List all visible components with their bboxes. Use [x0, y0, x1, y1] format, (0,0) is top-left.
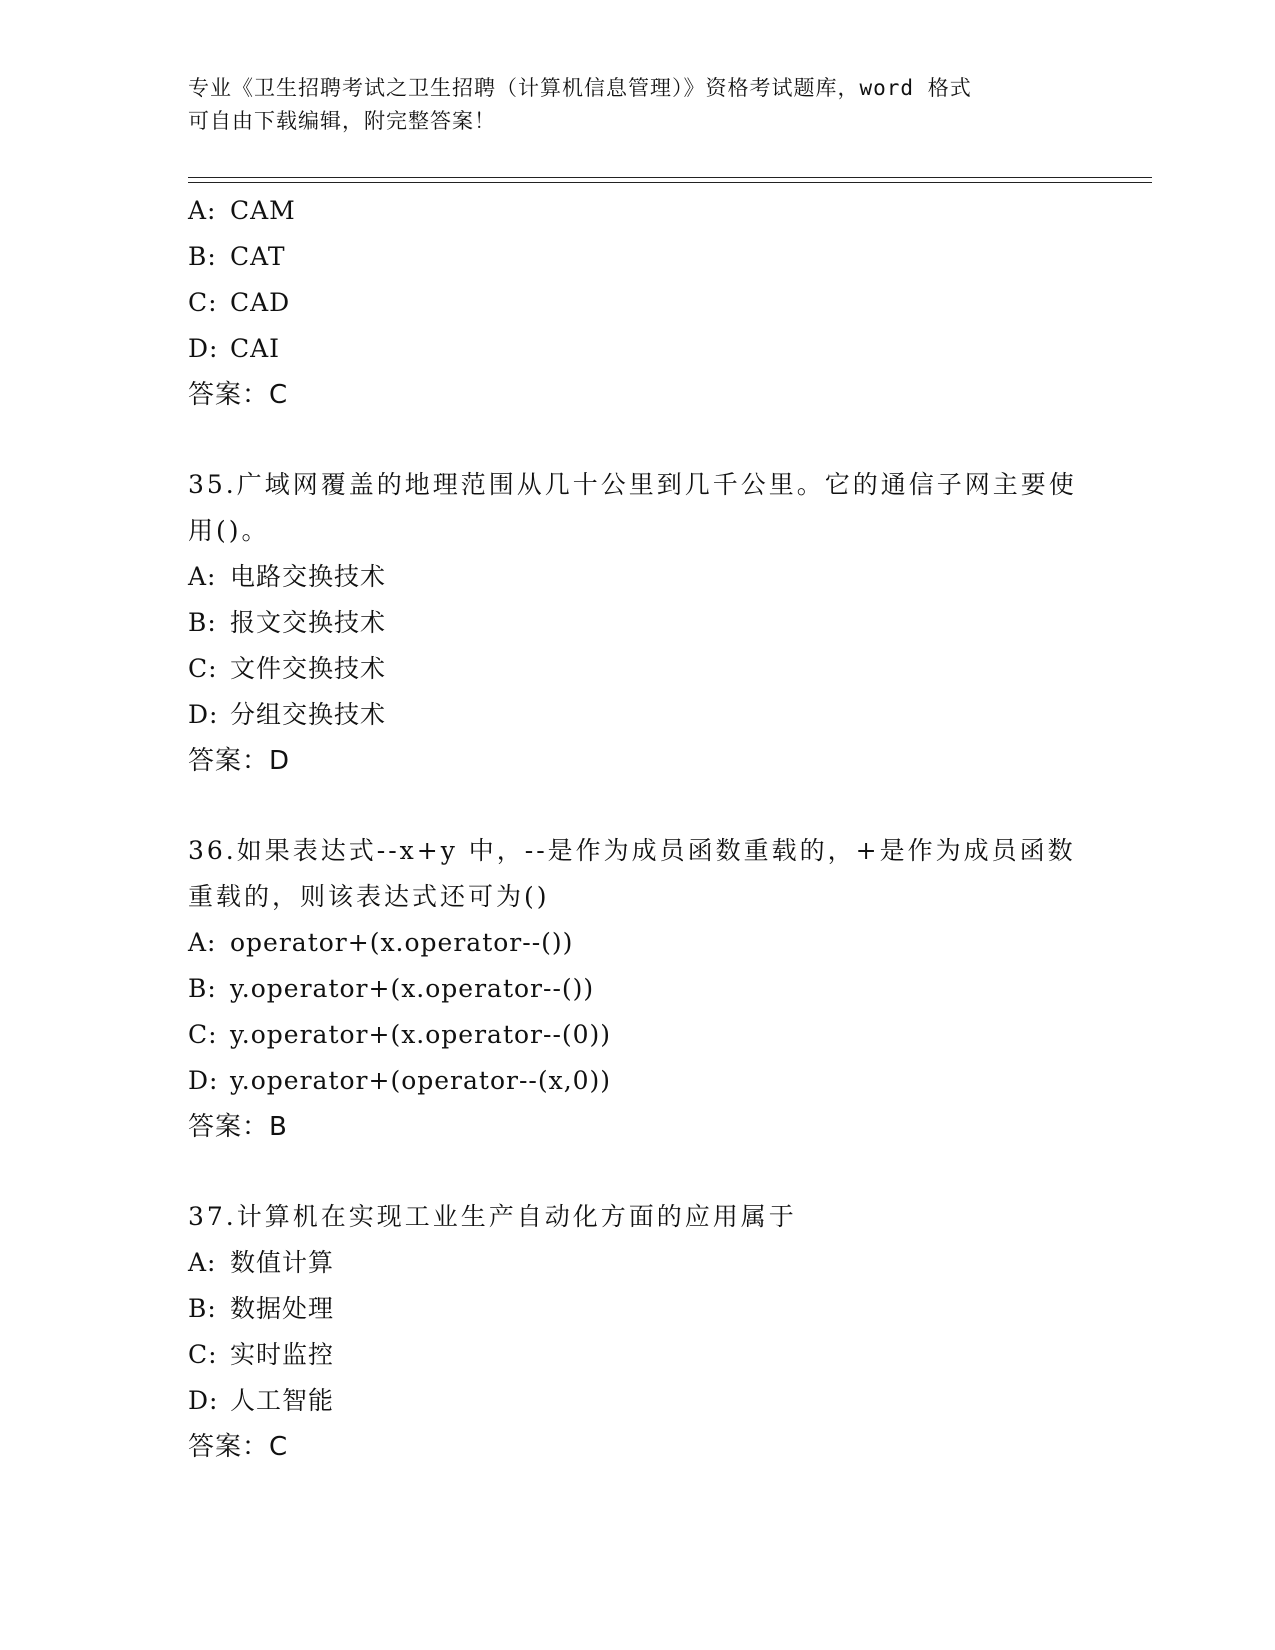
option-label: B:	[188, 242, 217, 271]
option-d	[188, 1058, 1128, 1104]
option-b	[188, 966, 1128, 1012]
option-a	[188, 554, 1128, 600]
document-header	[188, 72, 1068, 138]
option-text: CAM	[230, 196, 296, 225]
question-block	[188, 1194, 1128, 1470]
option-label: A:	[188, 562, 217, 591]
option-text: CAI	[230, 334, 281, 363]
header-line-1: 专业《卫生招聘考试之卫生招聘（计算机信息管理）》资格考试题库，word 格式	[188, 76, 972, 100]
option-d	[188, 1378, 1128, 1424]
option-label: B:	[188, 974, 217, 1003]
option-a	[188, 1240, 1128, 1286]
answer-line: 答案：B	[188, 1112, 288, 1142]
question-text: 36.如果表达式--x+y 中，--是作为成员函数重载的，+是作为成员函数重载的，则该表达式还可为()	[188, 836, 1076, 911]
option-d	[188, 326, 1128, 372]
header-divider-top	[188, 177, 1152, 178]
answer-line: 答案：D	[188, 746, 291, 776]
option-text: 数据处理	[230, 1294, 335, 1323]
question-list	[188, 188, 1128, 1470]
option-label: C:	[188, 1020, 218, 1049]
option-b	[188, 234, 1128, 280]
option-a	[188, 920, 1128, 966]
option-text: y.operator+(x.operator--(0))	[230, 1020, 612, 1049]
question-block	[188, 188, 1128, 418]
option-text: y.operator+(operator--(x,0))	[230, 1066, 612, 1095]
option-label: C:	[188, 654, 218, 683]
option-label: C:	[188, 1340, 218, 1369]
question-block	[188, 462, 1128, 784]
option-label: D:	[188, 700, 219, 729]
answer-line: 答案：C	[188, 1432, 289, 1462]
question-block	[188, 828, 1128, 1150]
option-text: 文件交换技术	[230, 654, 387, 683]
option-text: CAD	[230, 288, 291, 317]
option-text: 报文交换技术	[230, 608, 387, 637]
option-label: D:	[188, 1066, 219, 1095]
option-label: A:	[188, 1248, 217, 1277]
question-text: 37.计算机在实现工业生产自动化方面的应用属于	[188, 1202, 797, 1231]
option-label: A:	[188, 928, 217, 957]
option-text: 电路交换技术	[230, 562, 387, 591]
option-b	[188, 1286, 1128, 1332]
option-a	[188, 188, 1128, 234]
option-text: 分组交换技术	[230, 700, 387, 729]
option-text: 数值计算	[230, 1248, 335, 1277]
option-label: D:	[188, 1386, 219, 1415]
option-c	[188, 1012, 1128, 1058]
option-label: D:	[188, 334, 219, 363]
option-label: B:	[188, 608, 217, 637]
option-label: C:	[188, 288, 218, 317]
option-text: 人工智能	[230, 1386, 335, 1415]
option-c	[188, 280, 1128, 326]
header-divider-bottom	[188, 182, 1152, 183]
option-text: operator+(x.operator--())	[230, 928, 574, 957]
option-b	[188, 600, 1128, 646]
option-label: B:	[188, 1294, 217, 1323]
answer-line: 答案：C	[188, 380, 289, 410]
option-text: y.operator+(x.operator--())	[230, 974, 595, 1003]
question-text: 35.广域网覆盖的地理范围从几十公里到几千公里。它的通信子网主要使用()。	[188, 470, 1077, 545]
option-label: A:	[188, 196, 217, 225]
option-c	[188, 1332, 1128, 1378]
header-line-2: 可自由下载编辑，附完整答案！	[188, 109, 496, 133]
option-text: 实时监控	[230, 1340, 335, 1369]
option-d	[188, 692, 1128, 738]
option-c	[188, 646, 1128, 692]
option-text: CAT	[230, 242, 286, 271]
